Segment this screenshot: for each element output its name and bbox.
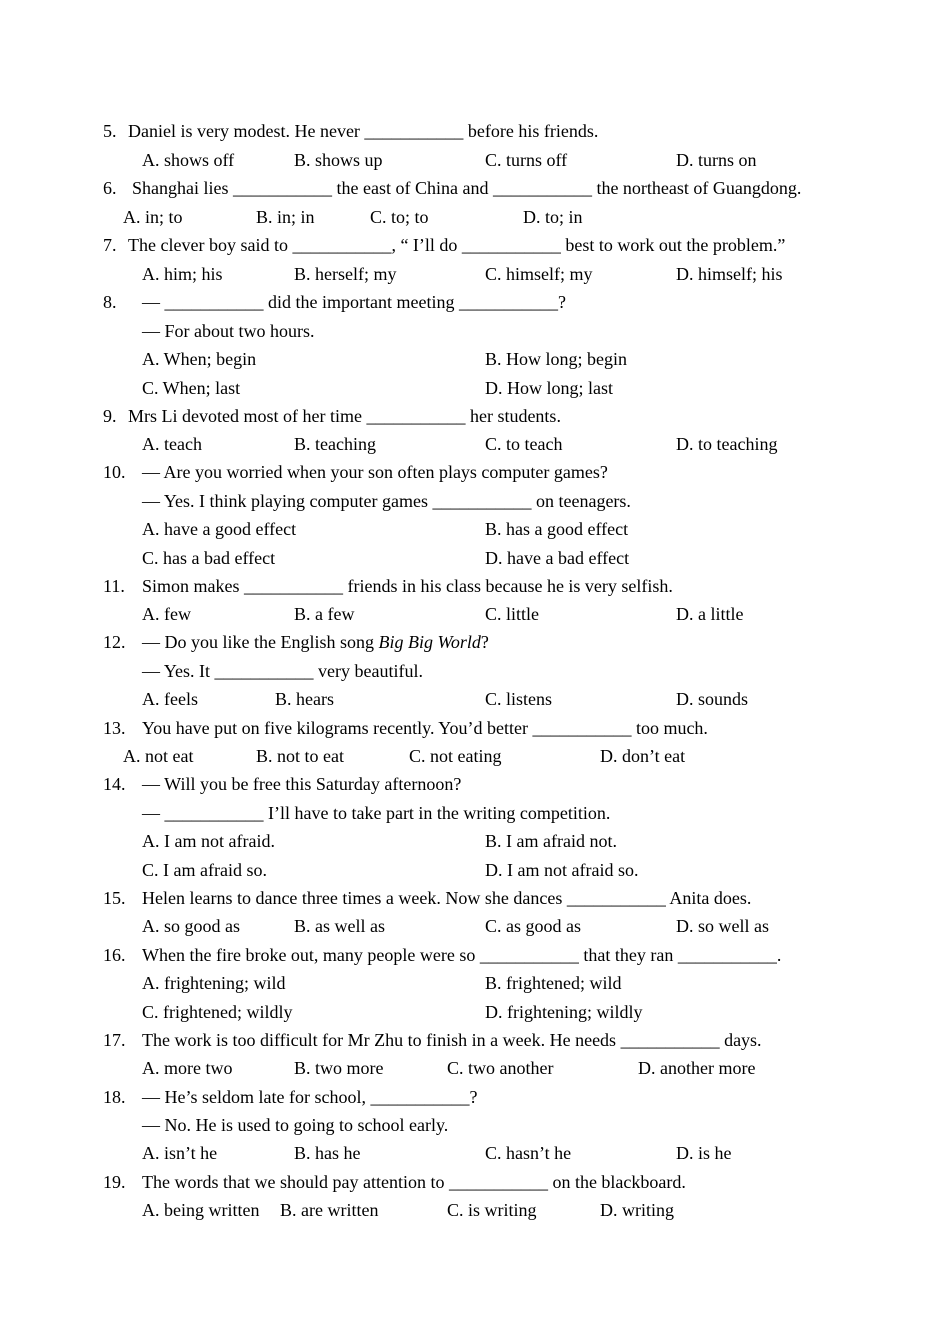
option-b: B. are written bbox=[280, 1200, 379, 1220]
option-c: C. frightened; wildly bbox=[142, 1002, 293, 1022]
option-a: A. him; his bbox=[142, 264, 223, 284]
question-number: 13. bbox=[103, 718, 126, 738]
option-b: B. has a good effect bbox=[485, 519, 629, 539]
option-c: C. himself; my bbox=[485, 264, 593, 284]
option-d: D. himself; his bbox=[676, 264, 783, 284]
question-number: 11. bbox=[103, 576, 125, 596]
question-number: 5. bbox=[103, 121, 117, 141]
question-stem bbox=[142, 629, 489, 655]
option-d: D. to teaching bbox=[676, 434, 778, 454]
question-number: 15. bbox=[103, 888, 126, 908]
option-b: B. frightened; wild bbox=[485, 973, 622, 993]
option-b: B. as well as bbox=[294, 916, 385, 936]
option-c: C. not eating bbox=[409, 746, 502, 766]
question-stem: The work is too difficult for Mr Zhu to finish in a week. He needs ___________ days. bbox=[142, 1030, 762, 1050]
option-a: A. isn’t he bbox=[142, 1143, 218, 1163]
option-a: A. being written bbox=[142, 1200, 260, 1220]
option-d: D. don’t eat bbox=[600, 746, 686, 766]
option-c: C. to; to bbox=[370, 207, 429, 227]
option-c: C. has a bad effect bbox=[142, 548, 276, 568]
option-d: D. so well as bbox=[676, 916, 769, 936]
option-b: B. shows up bbox=[294, 150, 383, 170]
option-b: B. has he bbox=[294, 1143, 361, 1163]
question-number: 9. bbox=[103, 406, 117, 426]
question-stem: — ___________ did the important meeting ___________? bbox=[142, 292, 566, 312]
option-a: A. frightening; wild bbox=[142, 973, 286, 993]
option-a: A. shows off bbox=[142, 150, 235, 170]
option-c: C. is writing bbox=[447, 1200, 537, 1220]
question-stem: Helen learns to dance three times a week. Now she dances ___________ Anita does. bbox=[142, 888, 752, 908]
question-stem-text: — Do you like the English song bbox=[142, 632, 379, 652]
option-b: B. in; in bbox=[256, 207, 315, 227]
question-response: — ___________ I’ll have to take part in the writing competition. bbox=[142, 803, 611, 823]
question-response: — For about two hours. bbox=[142, 321, 315, 341]
option-c: C. as good as bbox=[485, 916, 581, 936]
option-c: C. I am afraid so. bbox=[142, 860, 267, 880]
question-response: — Yes. It ___________ very beautiful. bbox=[142, 661, 423, 681]
question-number: 7. bbox=[103, 235, 117, 255]
option-a: A. teach bbox=[142, 434, 202, 454]
option-b: B. I am afraid not. bbox=[485, 831, 617, 851]
question-stem: Mrs Li devoted most of her time ___________ her students. bbox=[128, 406, 561, 426]
option-b: B. hears bbox=[275, 689, 334, 709]
option-a: A. few bbox=[142, 604, 191, 624]
option-d: D. How long; last bbox=[485, 378, 613, 398]
question-number: 8. bbox=[103, 292, 117, 312]
question-stem: — Are you worried when your son often plays computer games? bbox=[142, 462, 608, 482]
question-stem: The clever boy said to ___________, “ I’ll do ___________ best to work out the problem.” bbox=[128, 235, 786, 255]
option-c: C. turns off bbox=[485, 150, 568, 170]
question-number: 6. bbox=[103, 178, 117, 198]
song-title: Big Big World bbox=[378, 632, 481, 652]
option-a: A. have a good effect bbox=[142, 519, 297, 539]
question-stem: The words that we should pay attention to ___________ on the blackboard. bbox=[142, 1172, 686, 1192]
option-b: B. herself; my bbox=[294, 264, 397, 284]
question-number: 17. bbox=[103, 1030, 126, 1050]
option-d: D. is he bbox=[676, 1143, 732, 1163]
option-d: D. to; in bbox=[523, 207, 583, 227]
question-number: 16. bbox=[103, 945, 126, 965]
question-stem: When the fire broke out, many people were so ___________ that they ran ___________. bbox=[142, 945, 782, 965]
option-d: D. frightening; wildly bbox=[485, 1002, 643, 1022]
question-stem: — Will you be free this Saturday afternoon? bbox=[142, 774, 462, 794]
question-number: 10. bbox=[103, 462, 126, 482]
option-d: D. sounds bbox=[676, 689, 749, 709]
option-b: B. not to eat bbox=[256, 746, 344, 766]
option-a: A. more two bbox=[142, 1058, 233, 1078]
option-a: A. When; begin bbox=[142, 349, 257, 369]
option-c: C. listens bbox=[485, 689, 553, 709]
option-a: A. in; to bbox=[123, 207, 183, 227]
question-response: — No. He is used to going to school early. bbox=[142, 1115, 449, 1135]
option-b: B. teaching bbox=[294, 434, 376, 454]
option-c: C. When; last bbox=[142, 378, 241, 398]
option-c: C. two another bbox=[447, 1058, 554, 1078]
question-number: 12. bbox=[103, 632, 126, 652]
option-d: D. another more bbox=[638, 1058, 756, 1078]
option-d: D. turns on bbox=[676, 150, 757, 170]
question-stem: — He’s seldom late for school, ___________? bbox=[142, 1087, 478, 1107]
option-a: A. I am not afraid. bbox=[142, 831, 275, 851]
question-number: 14. bbox=[103, 774, 126, 794]
question-number: 19. bbox=[103, 1172, 126, 1192]
option-d: D. a little bbox=[676, 604, 744, 624]
question-stem: Daniel is very modest. He never ___________ before his friends. bbox=[128, 121, 599, 141]
question-number: 18. bbox=[103, 1087, 126, 1107]
question-stem: Simon makes ___________ friends in his class because he is very selfish. bbox=[142, 576, 673, 596]
option-b: B. a few bbox=[294, 604, 355, 624]
question-stem: You have put on five kilograms recently. You’d better ___________ too much. bbox=[142, 718, 708, 738]
option-b: B. How long; begin bbox=[485, 349, 627, 369]
option-d: D. writing bbox=[600, 1200, 674, 1220]
option-c: C. little bbox=[485, 604, 539, 624]
option-a: A. not eat bbox=[123, 746, 194, 766]
option-c: C. to teach bbox=[485, 434, 563, 454]
option-d: D. I am not afraid so. bbox=[485, 860, 639, 880]
option-c: C. hasn’t he bbox=[485, 1143, 572, 1163]
option-b: B. two more bbox=[294, 1058, 384, 1078]
question-response: — Yes. I think playing computer games ___________ on teenagers. bbox=[142, 491, 631, 511]
option-a: A. so good as bbox=[142, 916, 240, 936]
question-stem: Shanghai lies ___________ the east of China and ___________ the northeast of Guangdong. bbox=[132, 178, 802, 198]
option-a: A. feels bbox=[142, 689, 198, 709]
question-stem-end: ? bbox=[480, 632, 489, 652]
option-d: D. have a bad effect bbox=[485, 548, 630, 568]
